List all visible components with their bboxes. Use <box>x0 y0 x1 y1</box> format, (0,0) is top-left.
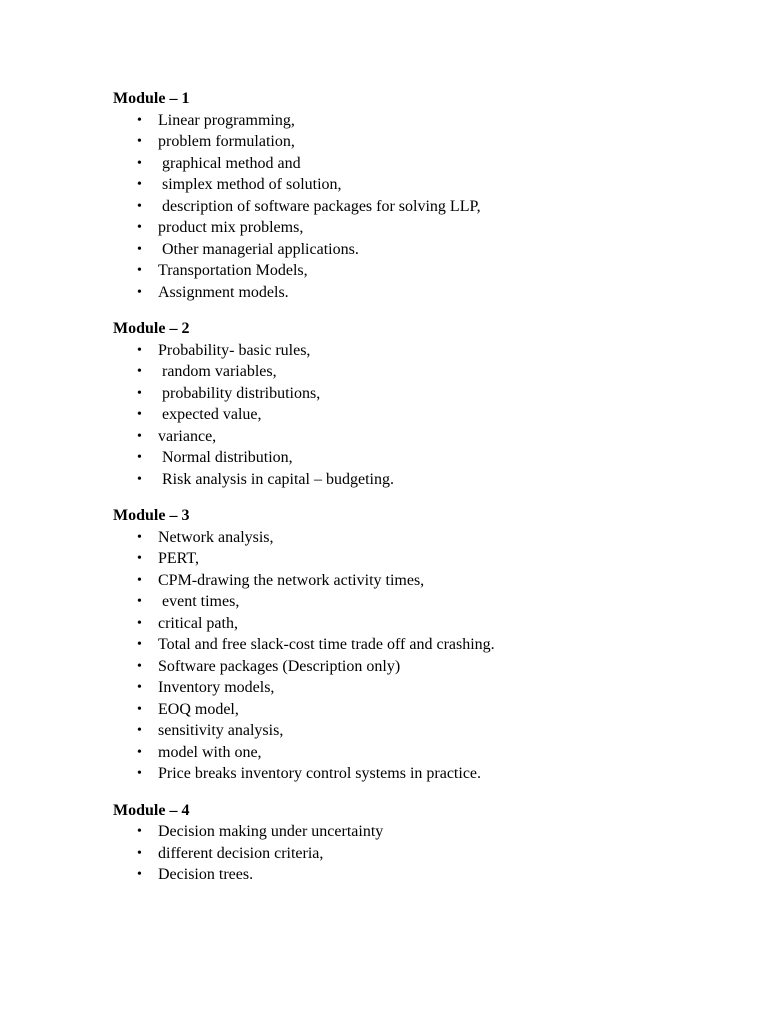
bullet-icon: • <box>137 766 142 781</box>
bullet-icon: • <box>137 220 142 235</box>
list-item <box>113 843 713 865</box>
list-item <box>113 864 713 886</box>
list-item <box>113 404 713 426</box>
list-item <box>113 131 713 153</box>
list-item-text: Inventory models, <box>158 679 275 696</box>
bullet-icon: • <box>137 364 142 379</box>
bullet-icon: • <box>137 572 142 588</box>
list-item <box>113 763 713 785</box>
list-item <box>113 699 713 721</box>
list-item <box>113 239 713 261</box>
module-title: Module – 1 <box>113 90 190 107</box>
list-item-text: model with one, <box>158 743 262 761</box>
list-item-text: Transportation Models, <box>158 262 308 279</box>
list-item <box>113 174 713 196</box>
list-item-text: problem formulation, <box>158 133 295 150</box>
list-item-text: PERT, <box>158 550 199 567</box>
bullet-icon: • <box>137 134 142 149</box>
list-item <box>113 196 713 218</box>
list-item-text: product mix problems, <box>158 219 304 236</box>
bullet-icon: • <box>137 680 142 695</box>
bullet-icon: • <box>137 867 142 882</box>
list-item-text: expected value, <box>158 406 262 423</box>
module-section <box>113 318 713 490</box>
list-item <box>113 340 713 362</box>
list-item <box>113 634 713 656</box>
module-title: Module – 2 <box>113 320 190 337</box>
bullet-icon: • <box>137 637 142 652</box>
list-item-text: different decision criteria, <box>158 844 324 862</box>
list-item-text: EOQ model, <box>158 700 239 718</box>
bullet-icon: • <box>137 177 142 192</box>
bullet-icon: • <box>137 658 142 674</box>
list-item <box>113 527 713 549</box>
bullet-icon: • <box>137 551 142 566</box>
bullet-icon: • <box>137 450 142 465</box>
module-title: Module – 3 <box>113 507 190 524</box>
module-title: Module – 4 <box>113 801 190 819</box>
module-item-list <box>113 527 713 785</box>
list-item <box>113 260 713 282</box>
list-item-text: CPM-drawing the network activity times, <box>158 571 425 589</box>
list-item <box>113 821 713 843</box>
module-item-list <box>113 340 713 491</box>
list-item-text: description of software packages for solving LLP, <box>158 197 481 215</box>
list-item-text: probability distributions, <box>158 384 321 402</box>
list-item <box>113 217 713 239</box>
module-item-list <box>113 821 713 886</box>
list-item-text: Other managerial applications. <box>158 240 359 258</box>
list-item <box>113 110 713 132</box>
bullet-icon: • <box>137 407 142 422</box>
bullet-icon: • <box>137 263 142 278</box>
module-section <box>113 88 713 303</box>
list-item <box>113 282 713 304</box>
bullet-icon: • <box>137 471 142 487</box>
bullet-icon: • <box>137 701 142 717</box>
list-item <box>113 469 713 491</box>
list-item-text: event times, <box>158 593 240 610</box>
bullet-icon: • <box>137 241 142 257</box>
list-item <box>113 613 713 635</box>
bullet-icon: • <box>137 594 142 609</box>
bullet-icon: • <box>137 112 142 128</box>
list-item <box>113 570 713 592</box>
bullet-icon: • <box>137 428 142 444</box>
list-item <box>113 383 713 405</box>
list-item-text: Total and free slack-cost time trade off and crashing. <box>158 636 495 653</box>
list-item-text: Network analysis, <box>158 528 274 546</box>
list-item-text: Linear programming, <box>158 111 295 129</box>
list-item-text: Assignment models. <box>158 283 289 301</box>
module-section <box>113 505 713 785</box>
bullet-icon: • <box>137 744 142 760</box>
list-item <box>113 426 713 448</box>
bullet-icon: • <box>137 155 142 171</box>
bullet-icon: • <box>137 198 142 214</box>
bullet-icon: • <box>137 723 142 738</box>
list-item-text: Software packages (Description only) <box>158 657 401 675</box>
list-item-text: Price breaks inventory control systems in practice. <box>158 765 482 782</box>
list-item <box>113 742 713 764</box>
list-item-text: Normal distribution, <box>158 449 293 466</box>
list-item <box>113 361 713 383</box>
list-item <box>113 656 713 678</box>
list-item-text: Probability- basic rules, <box>158 341 311 359</box>
module-section <box>113 800 713 886</box>
module-item-list <box>113 110 713 304</box>
bullet-icon: • <box>137 385 142 401</box>
list-item-text: critical path, <box>158 614 238 632</box>
bullet-icon: • <box>137 284 142 300</box>
list-item-text: Decision trees. <box>158 866 254 883</box>
syllabus-page <box>113 88 713 901</box>
list-item-text: Decision making under uncertainty <box>158 823 384 840</box>
bullet-icon: • <box>137 615 142 631</box>
bullet-icon: • <box>137 824 142 839</box>
list-item <box>113 720 713 742</box>
list-item-text: simplex method of solution, <box>158 176 342 193</box>
list-item <box>113 548 713 570</box>
list-item-text: graphical method and <box>158 154 301 172</box>
bullet-icon: • <box>137 342 142 358</box>
list-item <box>113 591 713 613</box>
list-item-text: random variables, <box>158 363 277 380</box>
bullet-icon: • <box>137 845 142 861</box>
list-item-text: sensitivity analysis, <box>158 722 284 739</box>
list-item <box>113 677 713 699</box>
list-item <box>113 447 713 469</box>
list-item-text: variance, <box>158 427 217 445</box>
list-item-text: Risk analysis in capital – budgeting. <box>158 470 394 488</box>
bullet-icon: • <box>137 529 142 545</box>
list-item <box>113 153 713 175</box>
